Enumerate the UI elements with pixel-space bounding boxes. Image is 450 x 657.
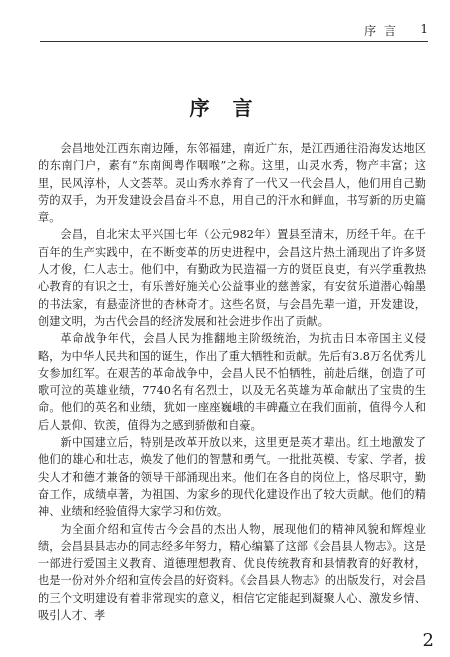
running-head-title: 序 言 — [364, 24, 398, 38]
body-text — [38, 140, 426, 624]
paragraph-4: 新中国建立后，特别是改革开放以来，这里更是英才辈出。红土地激发了他们的雄心和壮志，焕发了他们的智慧和勇气。一批批英模、专家、学者，拔尖人才和德才兼备的领导干部涌现出来。他们在各自的岗位上，恪尽职守，勤奋工作，成绩卓著，为祖国、为家乡的现代化建设作出了较大贡献。他们的精神、业绩和经验值得大家学习和仿效。 — [38, 436, 426, 519]
paragraph-2: 会昌，自北宋太平兴国七年（公元982年）置县至清末，历经千年。在千百年的生产实践中，在不断变革的历史进程中，会昌这片热土涌现出了许多贤人才俊，仁人志士。他们中，有勤政为民造福一方的贤臣良吏，有兴学重教热心教育的有识之士，有乐善好施关心公益事业的慈善家，有安贫乐道潜心翰墨的书法家，有悬壶济世的杏林奇才。这些名贤，与会昌先辈一道，开发建设，创建文明，为古代会昌的经济发展和社会进步作出了贡献。 — [38, 228, 426, 328]
running-head-page-number: 1 — [420, 22, 428, 36]
folio-page-number: 2 — [422, 630, 434, 651]
paragraph-1: 会昌地处江西东南边陲，东邻福建，南近广东，是江西通往沿海发达地区的东南门户，素有“东南闽粤作咽喉”之称。这里，山灵水秀，物产丰富；这里，民风淳朴，人文荟萃。灵山秀水养育了一代又一代会昌人，他们用自己勤劳的双手，为开发建设会昌奋斗不息，用自己的汗水和鲜血，书写新的历史篇章。 — [38, 142, 426, 225]
paragraph-3: 革命战争年代，会昌人民为推翻地主阶级统治，为抗击日本帝国主义侵略，为中华人民共和国的诞生，作出了重大牺牲和贡献。先后有3.8万名优秀儿女参加红军。在艰苦的革命战争中，会昌人民不怕牺牲，前赴后继，创造了可歌可泣的英雄业绩，7740名有名烈士，以及无名英雄为革命献出了宝贵的生命。他们的英名和业绩，犹如一座座巍峨的丰碑矗立在我们面前，值得今人和后人景仰、钦羡，值得为之感到骄傲和自豪。 — [38, 332, 426, 432]
paragraph-5: 为全面介绍和宣传古今会昌的杰出人物，展现他们的精神风貌和辉煌业绩，会昌县县志办的同志经多年努力，精心编纂了这部《会昌县人物志》。这是一部进行爱国主义教育、道德理想教育、优良传统教育和县情教育的好教材，也是一份对外介绍和宣传会昌的好资料。《会昌县人物志》的出版发行，对会昌的三个文明建设有着非常现实的意义，相信它定能起到凝聚人心、激发乡情、吸引人才、孝 — [38, 522, 426, 623]
chapter-title: 序 言 — [189, 96, 261, 120]
running-head — [40, 14, 428, 42]
header-rule — [40, 41, 428, 42]
